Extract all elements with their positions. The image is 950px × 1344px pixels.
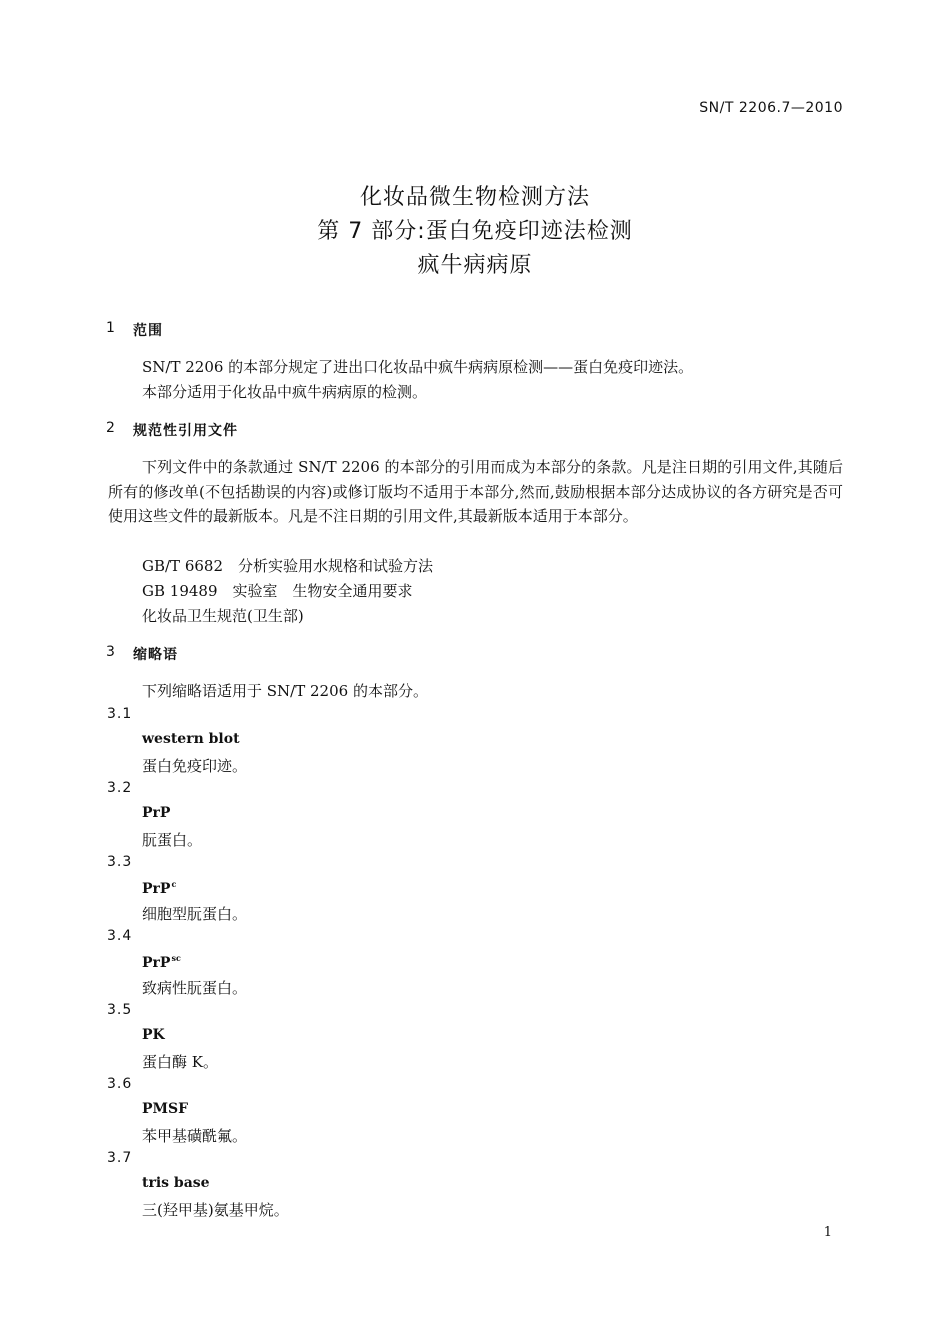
- section-2-title: 规范性引用文件: [133, 423, 238, 439]
- section-1-title: 范围: [133, 323, 163, 339]
- term-abbreviation-text: PrP: [142, 955, 171, 971]
- term-abbreviation-text: PrP: [142, 805, 171, 821]
- term-definition: 蛋白免疫印迹。: [142, 757, 248, 775]
- section-2-number: 2: [106, 420, 115, 436]
- term-definition: 朊蛋白。: [142, 831, 203, 849]
- reference-item: GB/T 6682 分析实验用水规格和试验方法: [142, 557, 434, 575]
- term-abbreviation-text: western blot: [142, 731, 240, 747]
- term-abbreviation: [142, 1101, 188, 1117]
- reference-item: GB 19489 实验室 生物安全通用要求: [142, 582, 413, 600]
- term-abbreviation: [142, 731, 240, 747]
- abbreviations-intro: 下列缩略语适用于 SN/T 2206 的本部分。: [142, 682, 428, 700]
- term-definition: 细胞型朊蛋白。: [142, 905, 248, 923]
- section-3-title: 缩略语: [133, 647, 178, 663]
- term-abbreviation: [142, 879, 176, 897]
- term-abbreviation-text: PK: [142, 1027, 165, 1043]
- term-number: 3.1: [107, 706, 133, 722]
- term-superscript: sc: [171, 953, 181, 963]
- term-abbreviation-text: tris base: [142, 1175, 210, 1191]
- term-abbreviation: [142, 805, 170, 821]
- document-title-line3: 疯牛病病原: [417, 253, 533, 278]
- term-definition: 三(羟甲基)氨基甲烷。: [142, 1201, 289, 1219]
- references-intro-paragraph: 下列文件中的条款通过 SN/T 2206 的本部分的引用而成为本部分的条款。凡是注日期的引用文件,其随后所有的修改单(不包括勘误的内容)或修订版均不适用于本部分,然而,鼓励根据本部分达成协议的各方研究是否可使用这些文件的最新版本。凡是不注日期的引用文件,其最新版本适用于本部分。: [108, 458, 843, 525]
- section-3-number: 3: [106, 644, 115, 660]
- term-abbreviation: [142, 953, 181, 971]
- term-definition: 致病性朊蛋白。: [142, 979, 248, 997]
- page-number: 1: [823, 1225, 832, 1240]
- scope-paragraph-2: 本部分适用于化妆品中疯牛病病原的检测。: [142, 383, 428, 401]
- term-number: 3.7: [107, 1150, 133, 1166]
- term-number: 3.3: [107, 854, 133, 870]
- term-definition: 苯甲基磺酰氟。: [142, 1127, 248, 1145]
- term-abbreviation-text: PrP: [142, 881, 171, 897]
- term-abbreviation-text: PMSF: [142, 1101, 189, 1117]
- reference-item: 化妆品卫生规范(卫生部): [142, 607, 304, 625]
- scope-paragraph-1: SN/T 2206 的本部分规定了进出口化妆品中疯牛病病原检测——蛋白免疫印迹法。: [142, 358, 694, 376]
- section-1-number: 1: [106, 320, 115, 336]
- term-abbreviation: [142, 1027, 165, 1043]
- term-number: 3.4: [107, 928, 133, 944]
- document-title-line1: 化妆品微生物检测方法: [359, 185, 590, 210]
- term-abbreviation: [142, 1175, 210, 1191]
- term-number: 3.2: [107, 780, 133, 796]
- standard-code: SN/T 2206.7—2010: [699, 100, 843, 116]
- term-definition: 蛋白酶 K。: [142, 1053, 218, 1071]
- document-title-line2: 第 7 部分:蛋白免疫印迹法检测: [317, 219, 633, 244]
- term-number: 3.5: [107, 1002, 133, 1018]
- term-number: 3.6: [107, 1076, 133, 1092]
- term-superscript: c: [171, 879, 177, 889]
